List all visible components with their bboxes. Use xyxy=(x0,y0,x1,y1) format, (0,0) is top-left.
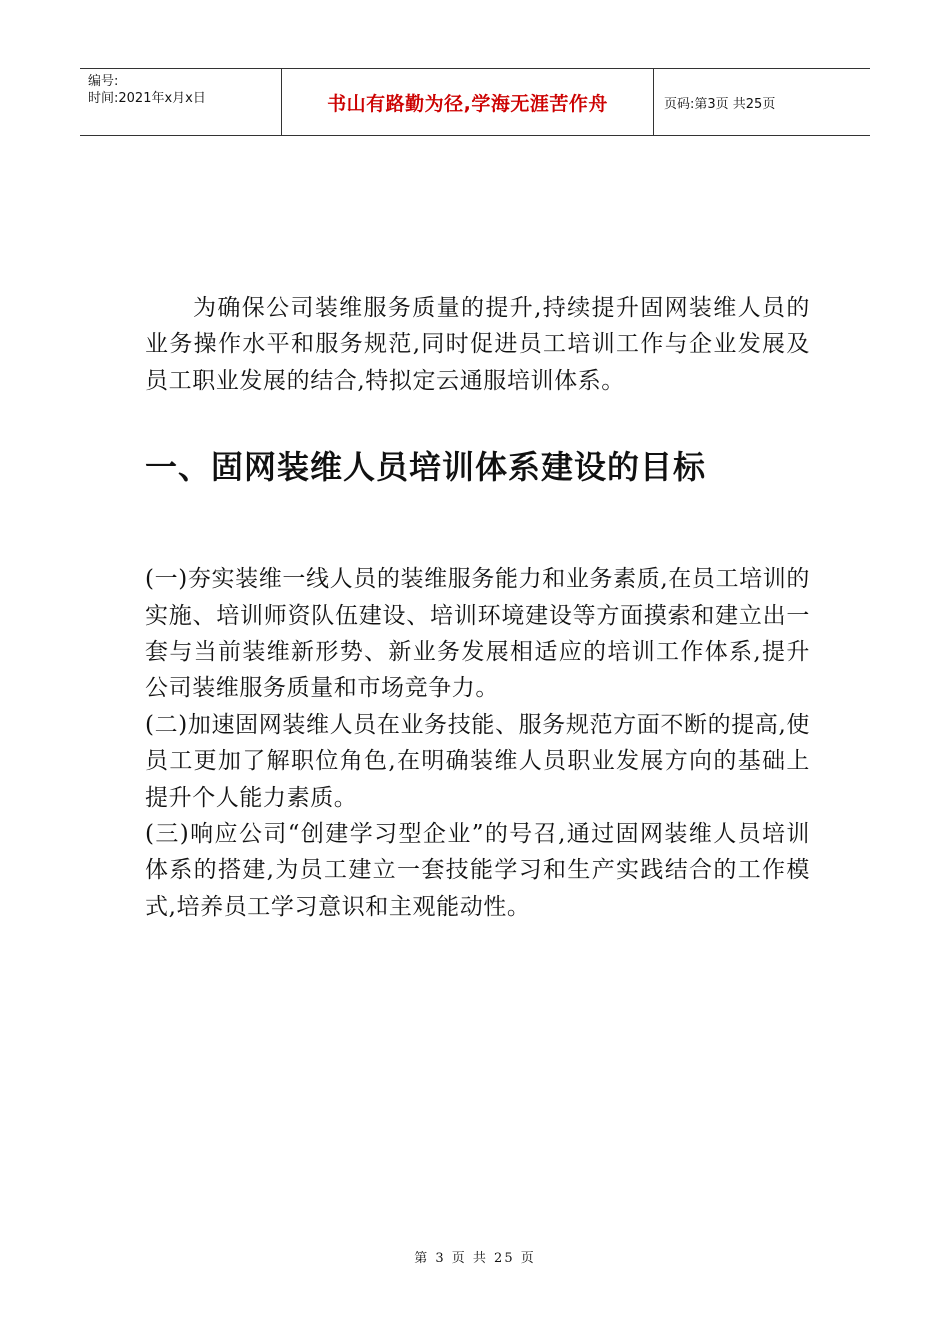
header-page-info: 页码:第3页 共25页 xyxy=(664,96,776,112)
goal-item-1: (一)夯实装维一线人员的装维服务能力和业务素质,在员工培训的实施、培训师资队伍建设、培训环境建设等方面摸索和建立出一套与当前装维新形势、新业务发展相适应的培训工作体系,提升公司装维服务质量和市场竞争力。 xyxy=(145,566,810,702)
document-body xyxy=(145,290,810,925)
intro-paragraph: 为确保公司装维服务质量的提升,持续提升固网装维人员的业务操作水平和服务规范,同时促进员工培训工作与企业发展及员工职业发展的结合,特拟定云通服培训体系。 xyxy=(145,295,810,394)
page-footer: 第 3 页 共 25 页 xyxy=(414,1251,536,1266)
header-motto: 书山有路勤为径,学海无涯苦作舟 xyxy=(282,69,654,135)
goal-list xyxy=(145,561,810,925)
header-time: 时间:2021年x月x日 xyxy=(88,91,206,106)
header-number: 编号: xyxy=(88,74,119,89)
goal-item-3: (三)响应公司“创建学习型企业”的号召,通过固网装维人员培训体系的搭建,为员工建立一套技能学习和生产实践结合的工作模式,培养员工学习意识和主观能动性。 xyxy=(145,821,810,920)
header-meta xyxy=(80,69,282,135)
goal-item-2: (二)加速固网装维人员在业务技能、服务规范方面不断的提高,使员工更加了解职位角色,在明确装维人员职业发展方向的基础上提升个人能力素质。 xyxy=(145,711,810,811)
section-heading: 一、固网装维人员培训体系建设的目标 xyxy=(145,448,707,487)
document-header xyxy=(80,68,870,136)
